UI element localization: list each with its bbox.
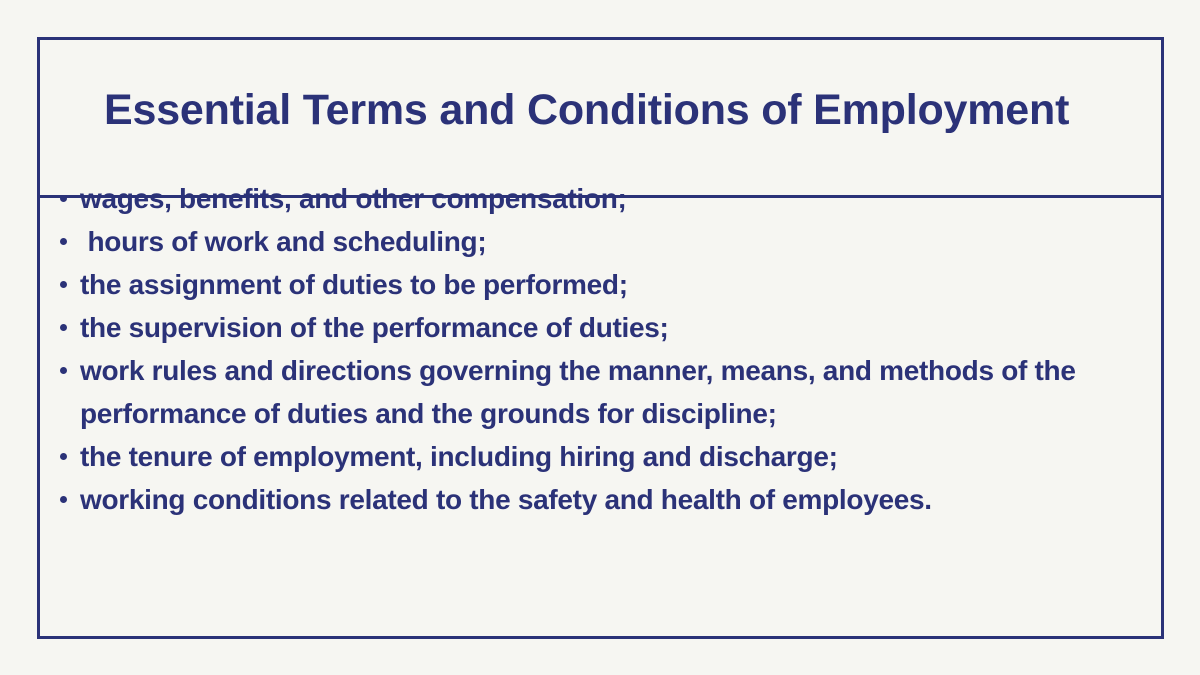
list-item: [58, 435, 1078, 478]
list-item: [58, 478, 1078, 521]
list-item: [58, 349, 1084, 435]
list-item-text: hours of work and scheduling;: [80, 226, 487, 257]
list-item: [58, 177, 1078, 220]
list-item-text: working conditions related to the safety and health of employees.: [80, 484, 932, 515]
page-title: Essential Terms and Conditions of Employment: [104, 86, 1070, 134]
terms-list: [58, 177, 1084, 521]
list-item: [58, 306, 1078, 349]
list-item: [58, 263, 1078, 306]
header-panel: [40, 40, 1161, 198]
list-item-text: work rules and directions governing the manner, means, and methods of the performance of duties and the grounds for discipline;: [80, 355, 1084, 429]
list-item-text: the assignment of duties to be performed;: [80, 269, 628, 300]
list-item-text: wages, benefits, and other compensation;: [80, 183, 627, 214]
list-item: [58, 220, 1078, 263]
list-item-text: the tenure of employment, including hiring and discharge;: [80, 441, 838, 472]
list-item-text: the supervision of the performance of duties;: [80, 312, 669, 343]
